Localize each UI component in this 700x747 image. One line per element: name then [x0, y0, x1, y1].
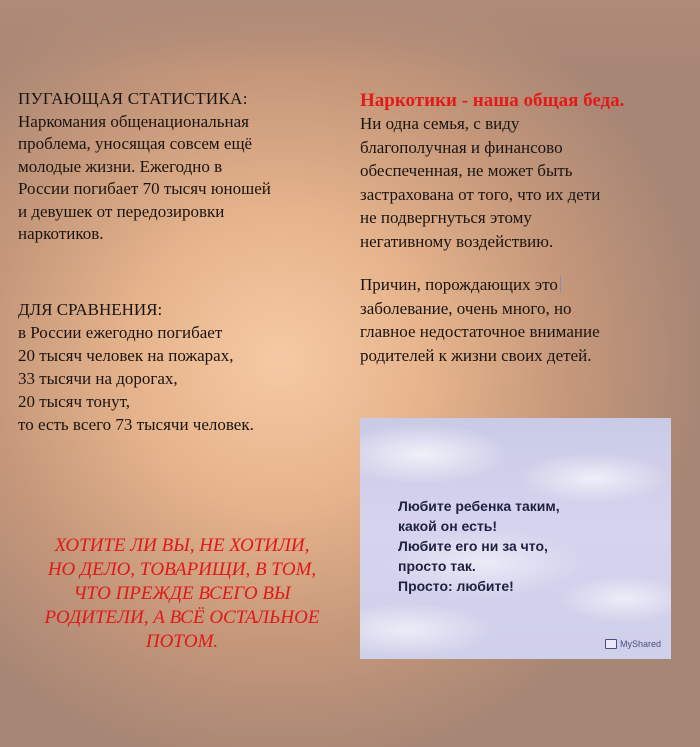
comparison-title: ДЛЯ СРАВНЕНИЯ: — [18, 300, 163, 319]
quote-line: ЧТО ПРЕЖДЕ ВСЕГО ВЫ — [73, 583, 291, 604]
statistics-title: ПУГАЮЩАЯ СТАТИСТИКА: — [18, 89, 248, 108]
quote-line: ХОТИТЕ ЛИ ВЫ, НЕ ХОТИЛИ, — [54, 535, 310, 556]
statistics-line: и девушек от передозировки — [18, 201, 225, 221]
watermark-logo — [605, 639, 661, 649]
quote-line: НО ДЕЛО, ТОВАРИЩИ, В ТОМ, — [47, 559, 317, 580]
comparison-line: в России ежегодно погибает — [18, 323, 223, 342]
statistics-line: Наркомания общенациональная — [18, 111, 249, 131]
paragraph-line — [360, 273, 690, 297]
paragraph-line: не подвергнуться этому — [360, 208, 532, 227]
comparison-line: 20 тысяч человек на пожарах, — [18, 346, 234, 365]
statistics-line: проблема, уносящая совсем ещё — [18, 134, 253, 153]
right-title: Наркотики - наша общая беда. — [360, 90, 625, 111]
comparison-block — [18, 298, 348, 436]
paragraph-gap — [360, 253, 690, 273]
comparison-line: 20 тысяч тонут, — [18, 392, 130, 411]
sky-card-line: Просто: любите! — [398, 578, 514, 594]
paragraph-line: обеспеченная, не может быть — [360, 161, 573, 180]
quote-line: РОДИТЕЛИ, А ВСЁ ОСТАЛЬНОЕ — [44, 607, 320, 628]
comparison-line: то есть всего 73 тысячи человек. — [18, 415, 254, 434]
paragraph-line: Ни одна семья, с виду — [360, 114, 520, 133]
comparison-line: 33 тысячи на дорогах, — [18, 369, 178, 388]
paragraph-line-text: Причин, порождающих это — [360, 275, 558, 294]
statistics-block — [18, 88, 338, 246]
top-band — [0, 0, 700, 70]
statistics-line: России погибает 70 тысяч юношей — [18, 179, 271, 198]
sky-card-line: Любите ребенка таким, — [398, 498, 560, 514]
paragraph-line: главное недостаточное внимание — [360, 322, 600, 341]
paragraph-line: застрахована от того, что их дети — [360, 184, 601, 204]
statistics-line: молодые жизни. Ежегодно в — [18, 156, 223, 176]
watermark-text: MyShared — [619, 639, 661, 649]
quote-line: ПОТОМ. — [145, 631, 219, 652]
statistics-line: наркотиков. — [18, 224, 104, 243]
sky-image-card — [360, 418, 671, 659]
sky-card-line: просто так. — [398, 558, 476, 574]
paragraph-line: заболевание, очень много, но — [360, 298, 572, 318]
monitor-icon — [605, 639, 617, 649]
paragraph-line: родителей к жизни своих детей. — [360, 345, 592, 365]
sky-card-line: какой он есть! — [398, 518, 498, 534]
right-column — [360, 90, 690, 367]
text-cursor — [560, 275, 561, 293]
paragraph-line: благополучная и финансово — [360, 137, 563, 157]
quote-block — [22, 534, 342, 654]
sky-card-line: Любите его ни за что, — [398, 538, 548, 554]
paragraph-line: негативному воздействию. — [360, 231, 554, 251]
sky-card-text — [398, 496, 658, 596]
